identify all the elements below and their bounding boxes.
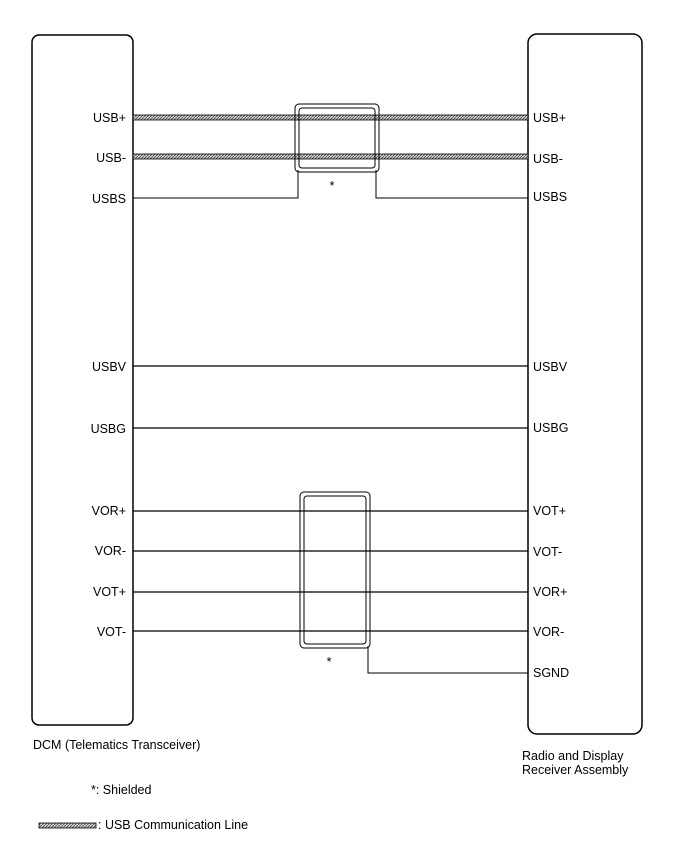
top-shield <box>295 104 379 172</box>
left-pin-usb-minus: USB- <box>96 151 126 165</box>
left-pin-usbv: USBV <box>91 360 126 374</box>
radio-caption-line1: Radio and Display <box>522 749 624 763</box>
right-pin-vor-plus: VOR+ <box>533 585 568 599</box>
left-pin-usbg: USBG <box>90 422 126 436</box>
left-pin-vor-plus: VOR+ <box>91 504 126 518</box>
usb-minus-wire <box>133 154 528 159</box>
right-pin-vor-minus: VOR- <box>533 625 565 639</box>
left-pin-usbs: USBS <box>91 192 126 206</box>
top-shield-marker: * <box>329 179 335 193</box>
right-pin-usbg: USBG <box>533 421 569 435</box>
legend-shielded: *: Shielded <box>91 783 152 797</box>
dcm-caption: DCM (Telematics Transceiver) <box>33 738 201 752</box>
left-pin-vot-minus: VOT- <box>96 625 126 639</box>
right-pin-vot-plus: VOT+ <box>533 504 566 518</box>
left-pin-vor-minus: VOR- <box>94 544 126 558</box>
right-pin-usb-minus: USB- <box>533 152 563 166</box>
usb-plus-wire <box>133 115 528 120</box>
right-pin-usbs: USBS <box>533 190 568 204</box>
bottom-shield-marker: * <box>326 655 332 669</box>
legend-usb-line-swatch <box>39 823 96 828</box>
radio-caption-line2: Receiver Assembly <box>522 763 629 777</box>
right-pin-sgnd: SGND <box>533 666 570 680</box>
sgnd-wire <box>368 646 528 673</box>
usbs-wire-left <box>133 170 298 198</box>
left-pin-vot-plus: VOT+ <box>93 585 126 599</box>
right-pin-usb-plus: USB+ <box>533 111 567 125</box>
legend-usb-line: : USB Communication Line <box>98 818 249 832</box>
left-pin-usb-plus: USB+ <box>92 111 126 125</box>
right-pin-vot-minus: VOT- <box>533 545 563 559</box>
usbs-wire-right <box>376 170 528 198</box>
right-pin-usbv: USBV <box>533 360 568 374</box>
bottom-shield <box>300 492 370 648</box>
dcm-box <box>32 35 133 725</box>
